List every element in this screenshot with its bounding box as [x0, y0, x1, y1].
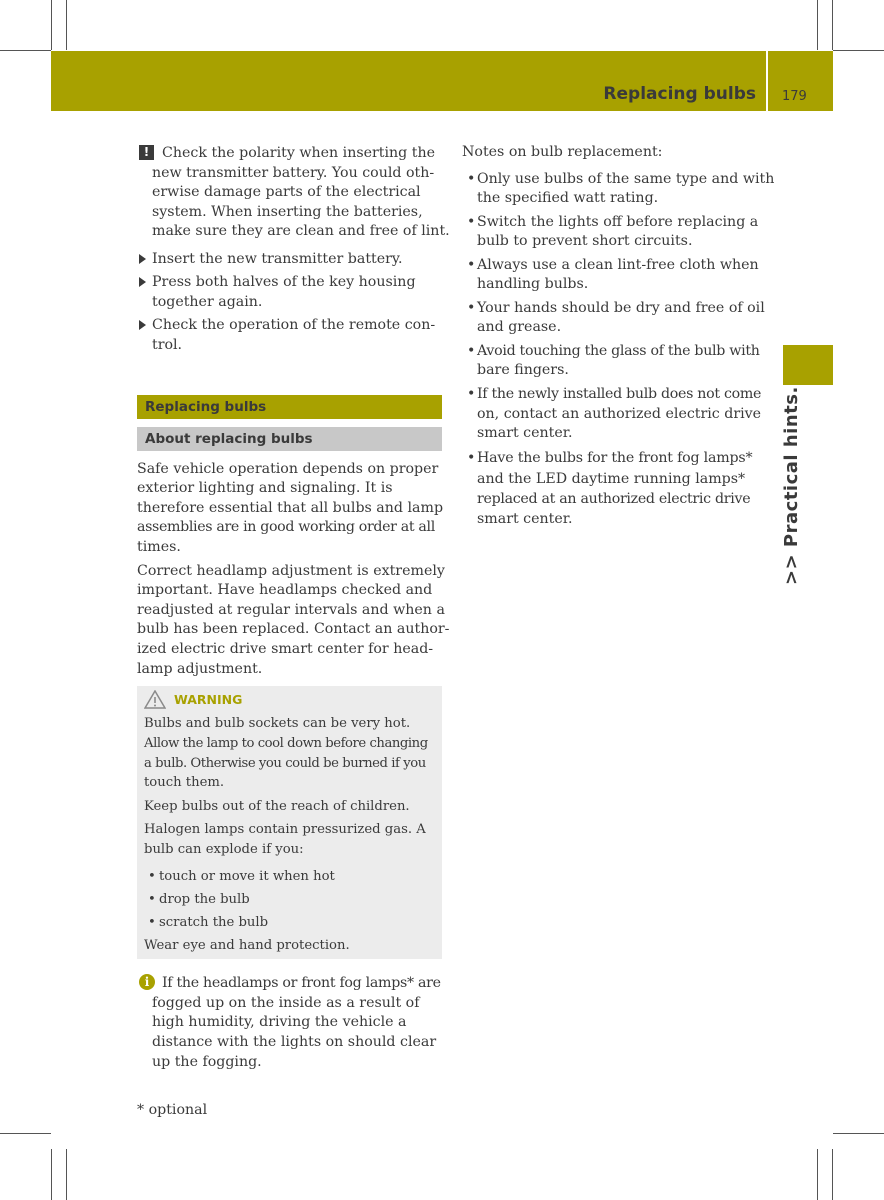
info-icon: i [139, 974, 155, 990]
warning-bullet: drop the bulb [159, 892, 250, 907]
bullet-line: handling bulbs. [477, 276, 589, 292]
paragraph-line: readjusted at regular intervals and when a [137, 602, 445, 618]
paragraph-line: lamp adjustment. [137, 661, 263, 677]
bullet-line: Only use bulbs of the same type and with [477, 171, 775, 187]
warning-bullet: touch or move it when hot [159, 869, 335, 884]
crop-mark [817, 0, 818, 50]
crop-mark [51, 1149, 52, 1200]
paragraph-line: therefore essential that all bulbs and lamp [137, 500, 444, 516]
bullet-line: bare fingers. [477, 362, 569, 378]
note-line: Check the polarity when inserting the [162, 145, 436, 161]
warning-line: Allow the lamp to cool down before changing [144, 736, 428, 751]
subsection-heading: About replacing bulbs [137, 427, 442, 451]
step-arrow-icon [139, 320, 146, 330]
crop-mark [66, 1149, 67, 1200]
bullet-line: Switch the lights off before replacing a [477, 214, 759, 230]
crop-mark [51, 0, 52, 50]
bullet-line: If the newly installed bulb does not come [477, 386, 762, 402]
note-line: erwise damage parts of the electrical [152, 184, 421, 200]
paragraph-line: bulb has been replaced. Contact an author- [137, 621, 450, 637]
bullet-dot: • [148, 915, 156, 930]
crop-mark [817, 1149, 818, 1200]
notes-intro: Notes on bulb replacement: [462, 144, 663, 160]
paragraph-line: exterior lighting and signaling. It is [137, 480, 393, 496]
bullet-line: and grease. [477, 319, 562, 335]
paragraph-line: times. [137, 539, 181, 555]
warning-triangle-icon [144, 690, 166, 709]
bullet-dot: • [467, 386, 476, 402]
bullet-line: smart center. [477, 425, 573, 441]
step-line: Check the operation of the remote con- [152, 317, 436, 333]
warning-line: a bulb. Otherwise you could be burned if you [144, 756, 426, 771]
chapter-tab-label: >> Practical hints. [781, 386, 802, 585]
warning-line: Wear eye and hand protection. [144, 938, 350, 953]
note-line: system. When inserting the batteries, [152, 204, 423, 220]
paragraph-line: ized electric drive smart center for head- [137, 641, 434, 657]
bullet-line: Have the bulbs for the front fog lamps* [477, 450, 753, 466]
chapter-tab [783, 345, 833, 385]
crop-mark [832, 0, 833, 50]
bullet-line: bulb to prevent short circuits. [477, 233, 693, 249]
step-line: Press both halves of the key housing [152, 274, 416, 290]
info-line: high humidity, driving the vehicle a [152, 1014, 407, 1030]
warning-line: Halogen lamps contain pressurized gas. A [144, 822, 426, 837]
section-heading: Replacing bulbs [137, 395, 442, 419]
step-arrow-icon [139, 254, 146, 264]
paragraph-line: Correct headlamp adjustment is extremely [137, 563, 445, 579]
page-title: Replacing bulbs [603, 84, 756, 104]
info-line: up the fogging. [152, 1054, 262, 1070]
step-line: trol. [152, 337, 183, 353]
crop-mark [832, 1149, 833, 1200]
crop-mark [833, 1133, 884, 1134]
bullet-dot: • [467, 171, 476, 187]
warning-line: Bulbs and bulb sockets can be very hot. [144, 716, 411, 731]
bullet-line: and the LED daytime running lamps* [477, 471, 746, 487]
crop-mark [0, 1133, 51, 1134]
step-line: together again. [152, 294, 263, 310]
bullet-line: smart center. [477, 511, 573, 527]
header-separator [766, 51, 768, 111]
bullet-dot: • [148, 869, 156, 884]
info-line: If the headlamps or front fog lamps* are [162, 975, 441, 991]
page-number: 179 [782, 89, 807, 104]
bullet-line: Your hands should be dry and free of oil [477, 300, 765, 316]
paragraph-line: Safe vehicle operation depends on proper [137, 461, 439, 477]
warning-bullet: scratch the bulb [159, 915, 269, 930]
step-line: Insert the new transmitter battery. [152, 251, 403, 267]
info-line: fogged up on the inside as a result of [152, 995, 420, 1011]
note-line: new transmitter battery. You could oth- [152, 165, 435, 181]
paragraph-line: important. Have headlamps checked and [137, 582, 433, 598]
bullet-line: the specified watt rating. [477, 190, 659, 206]
bullet-line: Always use a clean lint-free cloth when [477, 257, 759, 273]
bullet-dot: • [467, 300, 476, 316]
bullet-dot: • [467, 214, 476, 230]
crop-mark [833, 50, 884, 51]
bullet-line: replaced at an authorized electric drive [477, 491, 751, 507]
warning-line: Keep bulbs out of the reach of children. [144, 799, 410, 814]
crop-mark [0, 50, 51, 51]
paragraph-line: assemblies are in good working order at all [137, 519, 435, 535]
warning-line: touch them. [144, 775, 225, 790]
note-line: make sure they are clean and free of lint. [152, 223, 450, 239]
exclamation-icon: ! [139, 145, 154, 160]
warning-line: bulb can explode if you: [144, 842, 304, 857]
bullet-dot: • [467, 257, 476, 273]
bullet-dot: • [148, 892, 156, 907]
crop-mark [66, 0, 67, 50]
bullet-dot: • [467, 343, 476, 359]
step-arrow-icon [139, 277, 146, 287]
bullet-line: Avoid touching the glass of the bulb with [477, 343, 760, 359]
info-line: distance with the lights on should clear [152, 1034, 437, 1050]
bullet-line: on, contact an authorized electric drive [477, 406, 762, 422]
footnote: * optional [137, 1102, 208, 1118]
bullet-dot: • [467, 450, 476, 466]
warning-title: WARNING [174, 692, 243, 707]
